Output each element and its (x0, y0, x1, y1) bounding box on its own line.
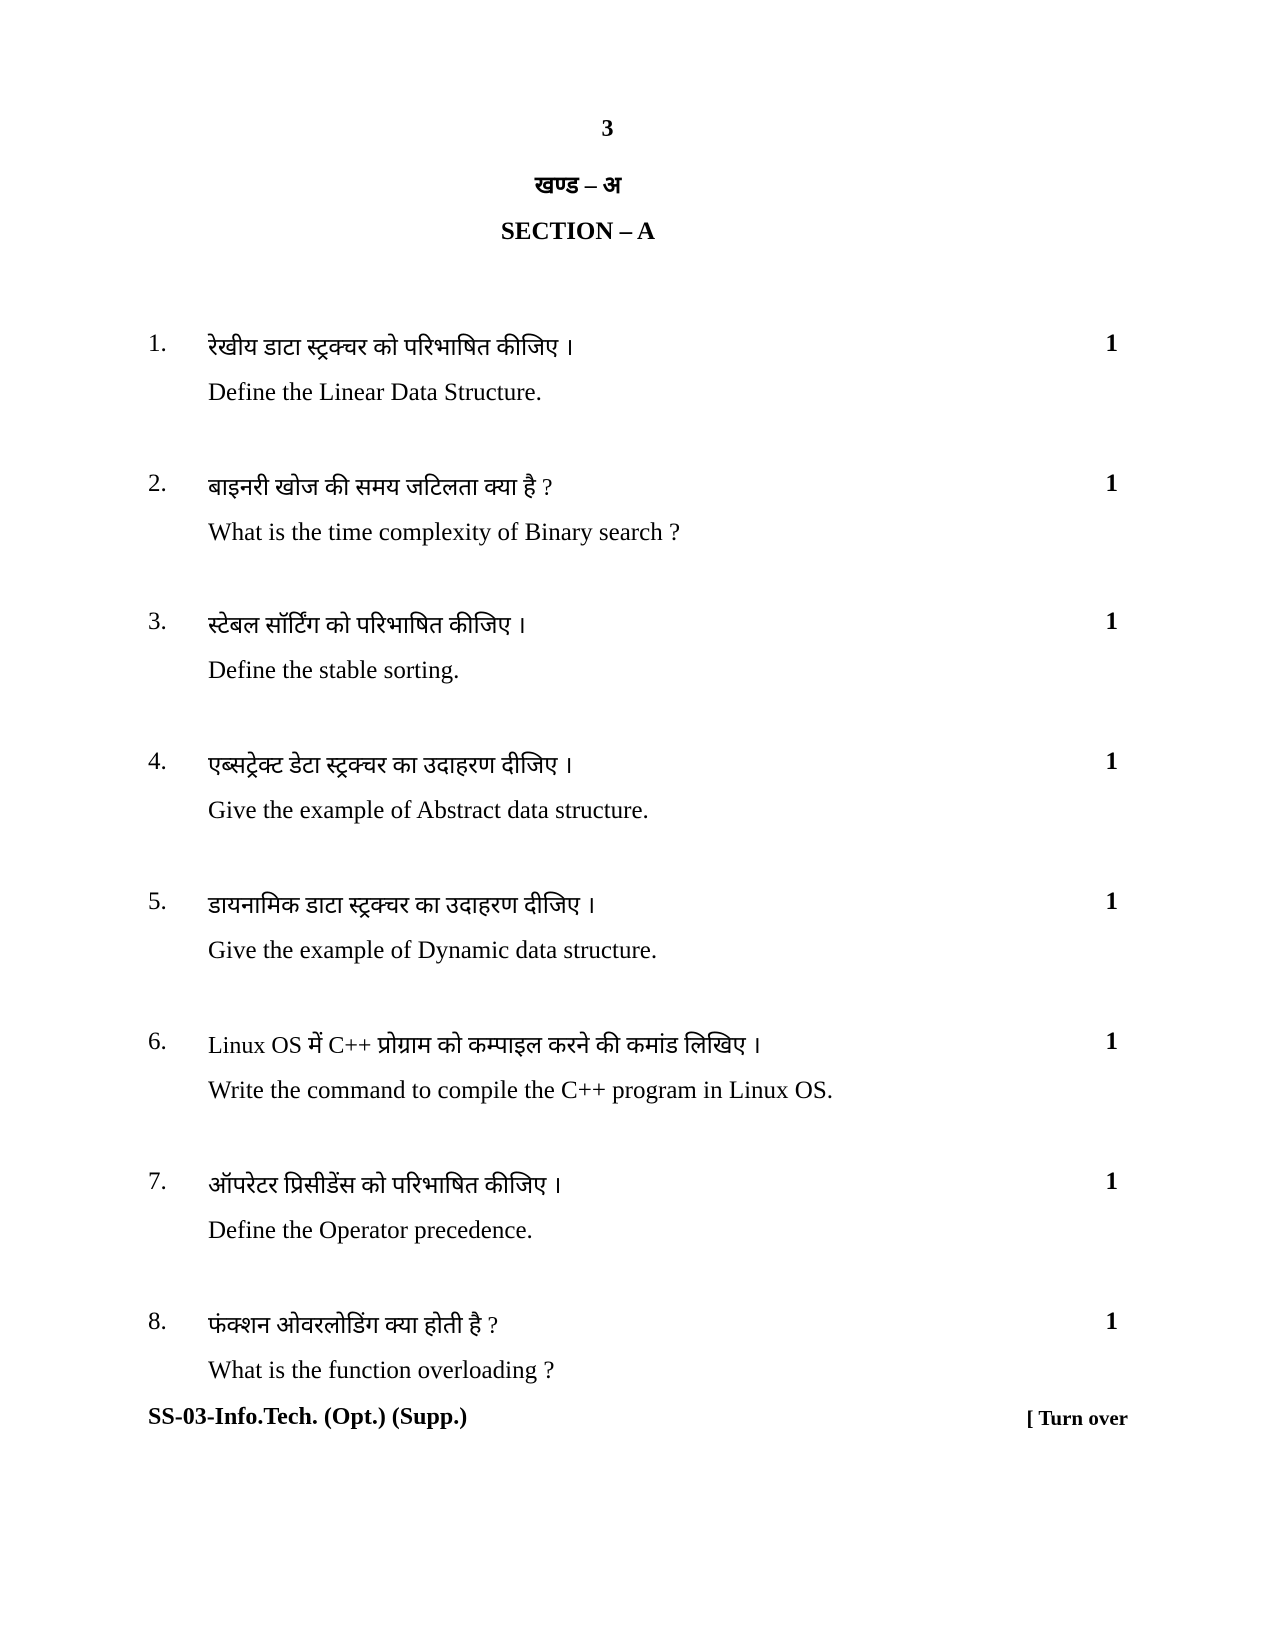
question-item (148, 470, 1118, 570)
question-number: 5. (148, 888, 167, 915)
page-number: 3 (601, 116, 614, 142)
question-marks: 1 (1105, 330, 1118, 357)
section-title-hindi: खण्ड – अ (534, 173, 622, 199)
question-number: 1. (148, 330, 167, 357)
question-item (148, 1168, 1118, 1268)
question-text-hindi: डायनामिक डाटा स्ट्रक्चर का उदाहरण दीजिए । (208, 893, 596, 919)
question-text-english: What is the time complexity of Binary search ? (208, 519, 681, 546)
question-text-hindi: ऑपरेटर प्रिसीडेंस को परिभाषित कीजिए । (208, 1173, 562, 1199)
question-number: 6. (148, 1028, 167, 1055)
question-text-english: Define the stable sorting. (208, 657, 460, 684)
question-number: 4. (148, 748, 167, 775)
question-marks: 1 (1105, 888, 1118, 915)
question-text-english: Define the Operator precedence. (208, 1217, 533, 1244)
question-text-english: Give the example of Abstract data structure. (208, 797, 649, 824)
question-text-english: Write the command to compile the C++ program in Linux OS. (208, 1077, 833, 1104)
question-text-hindi: फंक्शन ओवरलोडिंग क्या होती है ? (208, 1313, 499, 1339)
question-text-hindi: रेखीय डाटा स्ट्रक्चर को परिभाषित कीजिए । (208, 335, 574, 361)
question-marks: 1 (1105, 1308, 1118, 1335)
question-item (148, 1028, 1118, 1128)
question-number: 7. (148, 1168, 167, 1195)
question-marks: 1 (1105, 1028, 1118, 1055)
question-marks: 1 (1105, 608, 1118, 635)
question-text-hindi: एब्सट्रेक्ट डेटा स्ट्रक्चर का उदाहरण दीजिए । (208, 753, 573, 779)
turn-over-label: [ Turn over (1026, 1406, 1128, 1430)
question-marks: 1 (1105, 470, 1118, 497)
question-item (148, 748, 1118, 848)
question-item (148, 608, 1118, 708)
section-title-english: SECTION – A (500, 218, 656, 245)
question-text-hindi: स्टेबल सॉर्टिंग को परिभाषित कीजिए । (208, 613, 526, 639)
question-item (148, 1308, 1118, 1408)
question-number: 2. (148, 470, 167, 497)
question-number: 8. (148, 1308, 167, 1335)
question-text-english: Define the Linear Data Structure. (208, 379, 542, 406)
question-text-english: What is the function overloading ? (208, 1357, 555, 1384)
question-number: 3. (148, 608, 167, 635)
question-text-hindi: Linux OS में C++ प्रोग्राम को कम्पाइल करने की कमांड लिखिए । (208, 1033, 761, 1059)
question-text-hindi: बाइनरी खोज की समय जटिलता क्या है ? (208, 475, 553, 501)
question-text-english: Give the example of Dynamic data structure. (208, 937, 658, 964)
question-marks: 1 (1105, 1168, 1118, 1195)
question-marks: 1 (1105, 748, 1118, 775)
paper-code: SS-03-Info.Tech. (Opt.) (Supp.) (148, 1404, 468, 1430)
question-item (148, 888, 1118, 988)
question-item (148, 330, 1118, 430)
